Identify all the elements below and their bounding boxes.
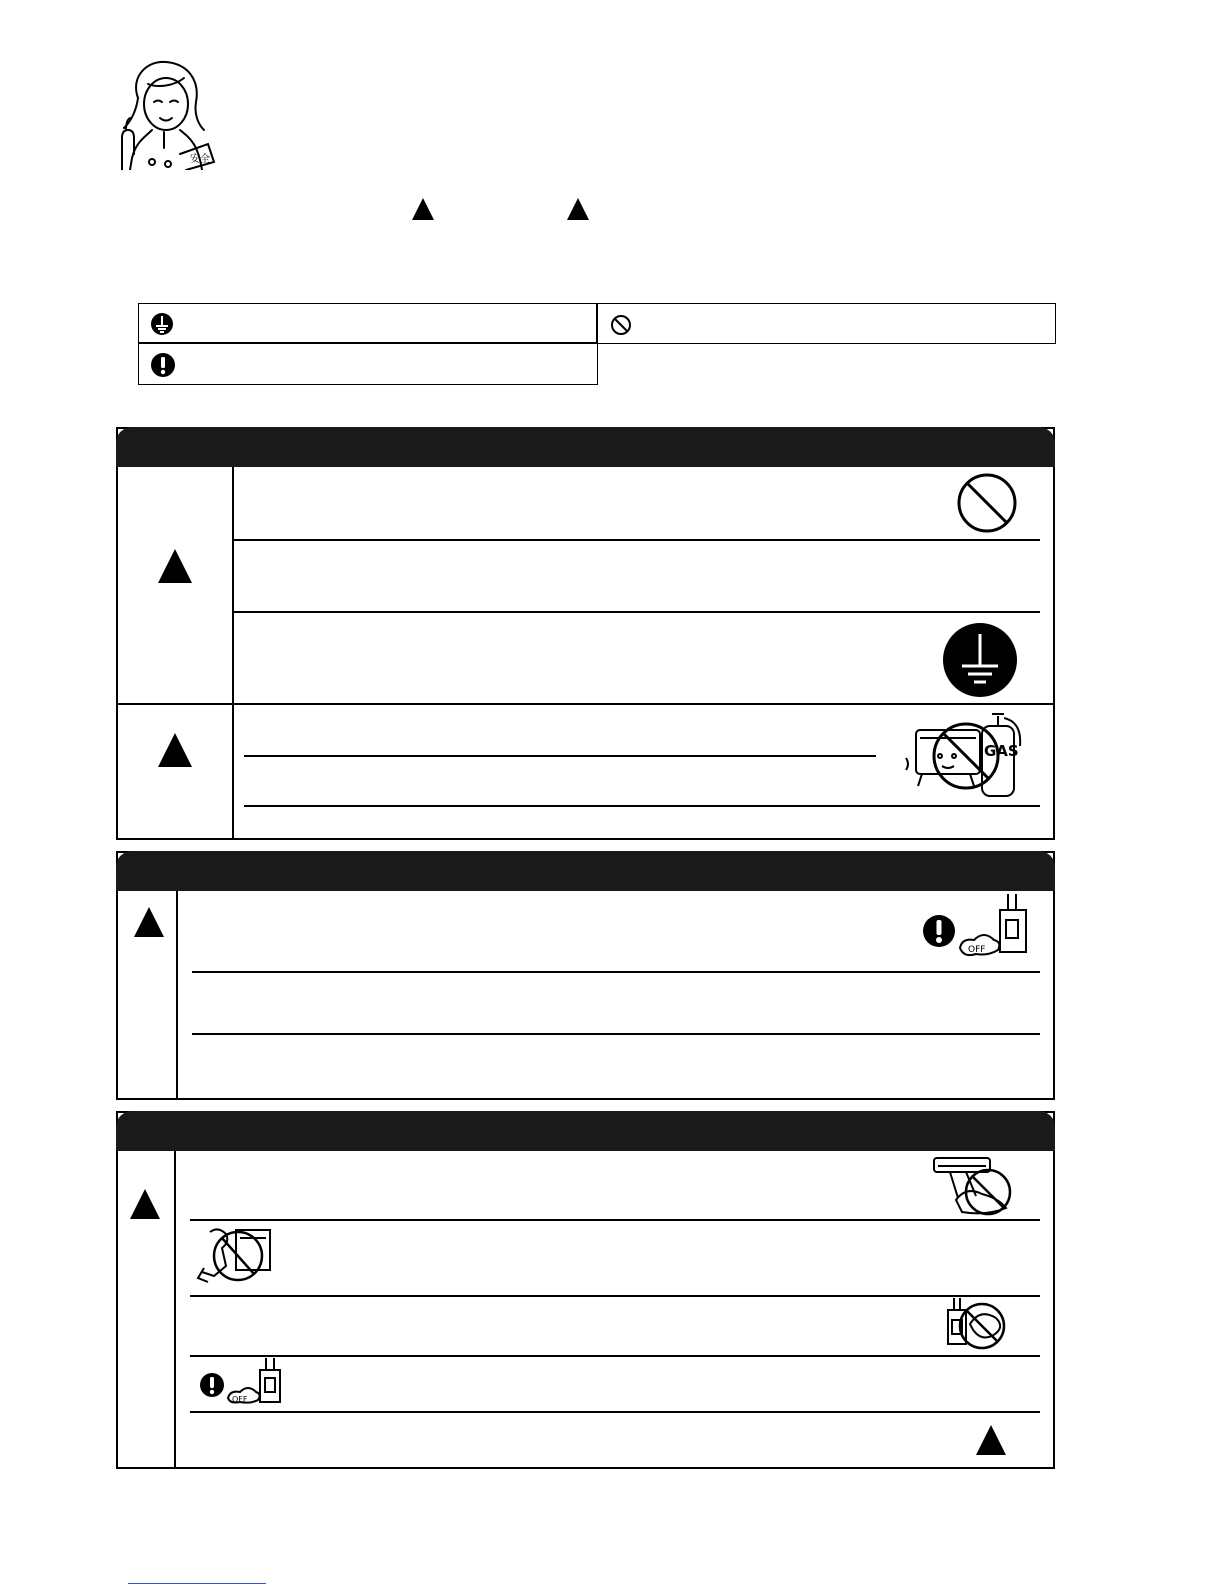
switch-off-illustration [958,892,1030,958]
legend-prohibit-cell [596,303,1056,344]
warning-triangle-icon [976,1425,1006,1455]
warning-triangle-icon [158,549,192,583]
notice-panel-header [116,1111,1055,1151]
mandatory-icon [199,1372,225,1398]
safety-mascot-illustration [108,58,218,170]
legend-ground-cell [138,303,598,344]
no-gas-illustration [900,708,1030,803]
notice-panel [116,1111,1055,1469]
warning-triangle-icon [158,733,192,767]
card-text: 安全 [190,154,210,165]
prohibit-icon [956,472,1018,534]
warning-triangle-icon [130,1189,160,1219]
warning-triangle-icon [134,907,164,937]
warning-panel-header [116,427,1055,467]
off-text: OFF [232,1395,248,1404]
no-wet-switch-illustration [936,1296,1008,1354]
footer-link-underline[interactable] [128,1583,266,1584]
caution-panel-header [116,851,1055,891]
no-touch-unit-illustration [192,1222,280,1288]
prohibit-icon [610,314,632,336]
warning-triangle-icon [412,198,434,220]
caution-triangle-icon [567,198,589,220]
no-sleep-under-ac-illustration [930,1154,1022,1216]
ground-icon [942,622,1018,698]
legend-mandatory-cell [138,342,598,385]
mandatory-icon [150,352,176,378]
ground-icon [150,312,174,336]
gas-text: GAS [984,742,1019,760]
caution-panel [116,851,1055,1100]
switch-off-illustration [226,1356,286,1406]
off-text: OFF [968,945,986,955]
mandatory-icon [922,914,956,948]
